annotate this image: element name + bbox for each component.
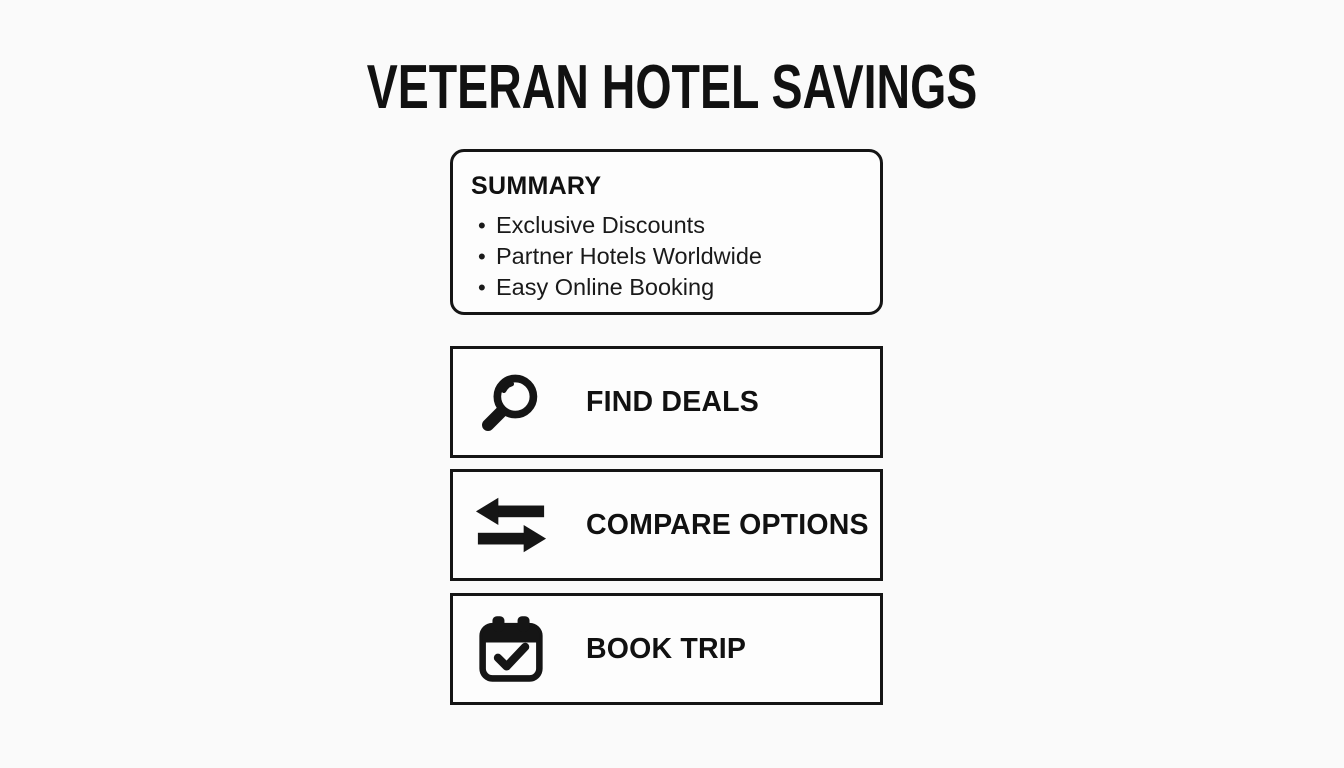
- summary-item: [478, 272, 860, 303]
- book-trip-button[interactable]: [450, 593, 883, 705]
- summary-item-text: Easy Online Booking: [496, 274, 715, 300]
- summary-item: [478, 241, 860, 272]
- bullet-icon: •: [478, 275, 486, 300]
- summary-heading: SUMMARY: [471, 172, 602, 200]
- calendar-check-icon: [474, 613, 548, 685]
- summary-card: [450, 149, 883, 315]
- summary-item-text: Exclusive Discounts: [496, 212, 705, 238]
- bullet-icon: •: [478, 213, 486, 238]
- page-title: VETERAN HOTEL SAVINGS: [366, 53, 978, 122]
- compare-options-button[interactable]: [450, 469, 883, 581]
- find-deals-button[interactable]: [450, 346, 883, 458]
- summary-list: [478, 210, 860, 303]
- swap-arrows-icon: [474, 495, 548, 555]
- summary-item: [478, 210, 860, 241]
- search-icon: [474, 367, 548, 437]
- action-label: FIND DEALS: [586, 385, 759, 418]
- bullet-icon: •: [478, 244, 486, 269]
- summary-item-text: Partner Hotels Worldwide: [496, 243, 763, 269]
- action-label: BOOK TRIP: [586, 632, 747, 665]
- action-label: COMPARE OPTIONS: [586, 508, 869, 541]
